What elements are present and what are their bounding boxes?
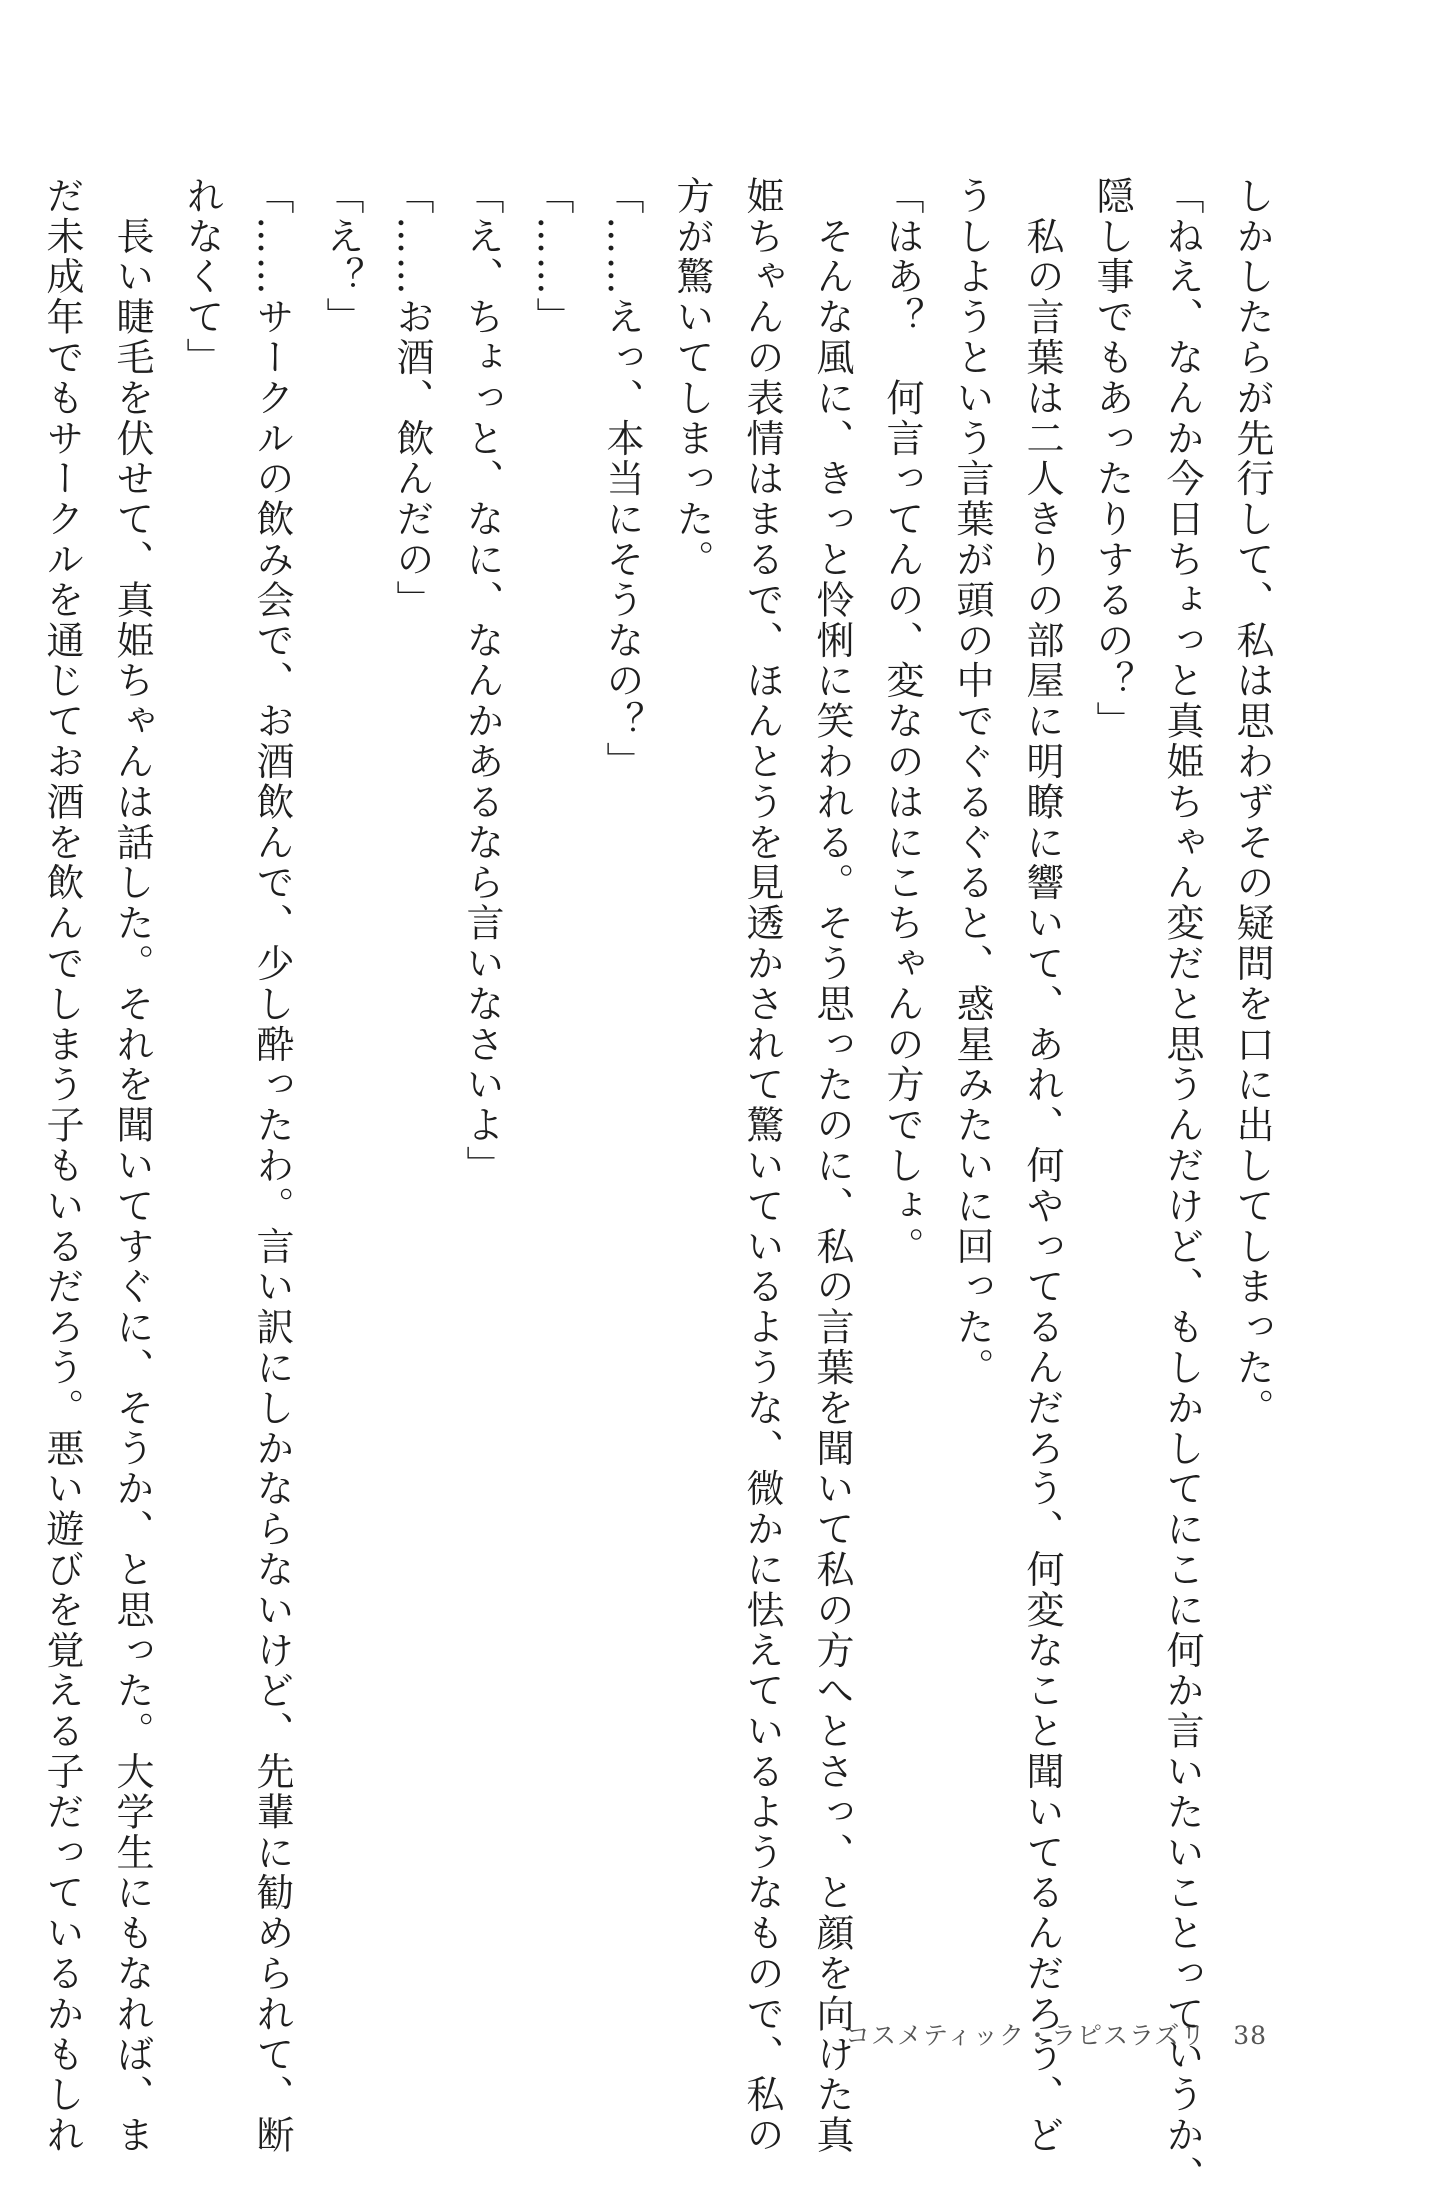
book-title: コスメティック・ラピスラズリ [844,2021,1207,2050]
text-line: 「……」 [530,176,574,338]
text-line: 「……えっ、本当にそうなの？」 [600,176,644,782]
text-line: 「ねえ、なんか今日ちょっと真姫ちゃん変だと思うんだけど、もしかしてにこに何か言いたいことっていうか、 [1160,176,1204,2196]
running-footer [845,2016,1267,2052]
text-line: 「はあ？ 何言ってんの、変なのはにこちゃんの方でしょ。 [880,176,924,1267]
text-line: うしようという言葉が頭の中でぐるぐると、惑星みたいに回った。 [950,176,994,1388]
text-line: 「え？」 [320,176,364,338]
text-line: 「え、ちょっと、なに、なんかあるなら言いなさいよ」 [460,176,504,1186]
text-line: 「……お酒、飲んだの」 [390,176,434,621]
text-line: 私の言葉は二人きりの部屋に明瞭に響いて、あれ、何やってるんだろう、何変なこと聞いてるんだろう、ど [1020,176,1064,2156]
text-line: 隠し事でもあったりするの？」 [1090,176,1134,742]
text-line: 方が驚いてしまった。 [670,176,714,580]
text-line: しかしたらが先行して、私は思わずその疑問を口に出してしまった。 [1230,176,1274,1429]
text-line: だ未成年でもサークルを通じてお酒を飲んでしまう子もいるだろう。悪い遊びを覚える子だっているかもしれ [40,176,84,2156]
text-line: 姫ちゃんの表情はまるで、ほんとうを見透かされて驚いているような、微かに怯えているようなもので、私の [740,176,784,2156]
text-line: 「……サークルの飲み会で、お酒飲んで、少し酔ったわ。言い訳にしかならないけど、先輩に勧められて、断 [250,176,294,2156]
text-line: そんな風に、きっと怜悧に笑われる。そう思ったのに、私の言葉を聞いて私の方へとさっ、と顔を向けた真 [810,176,854,2156]
page-number: 38 [1233,2021,1267,2050]
text-line: れなくて」 [180,176,224,378]
text-line: 長い睫毛を伏せて、真姫ちゃんは話した。それを聞いてすぐに、そうか、と思った。大学生にもなれば、ま [110,176,154,2156]
